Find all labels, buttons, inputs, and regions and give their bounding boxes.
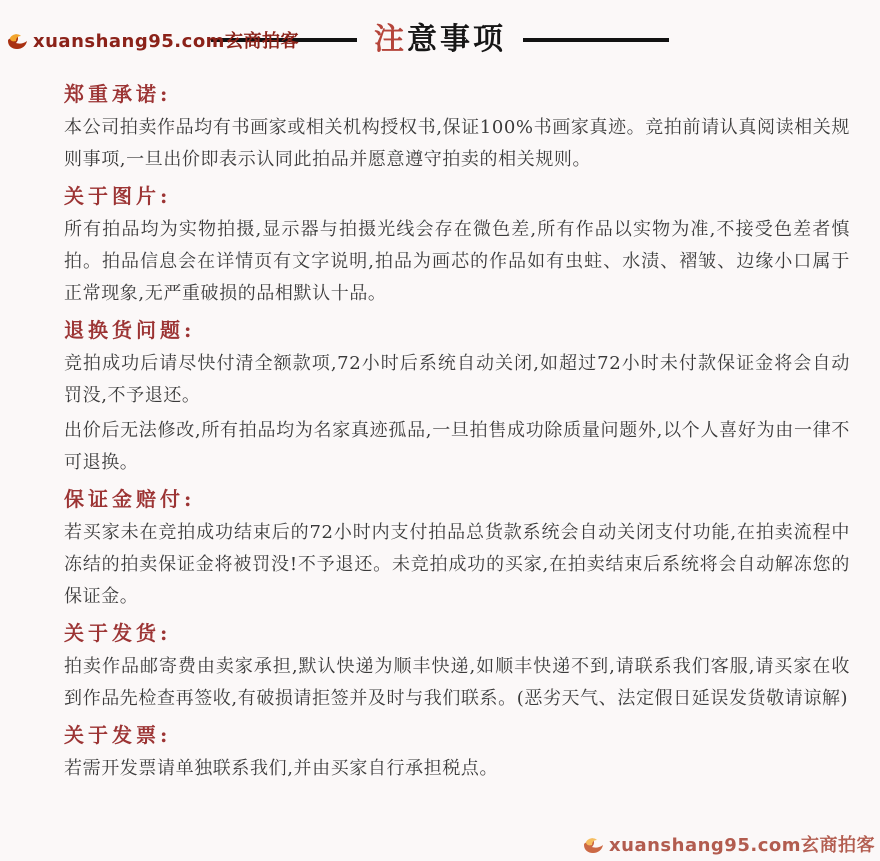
section-heading-promise: 郑重承诺: [64, 82, 172, 106]
section-paragraph: 若需开发票请单独联系我们,并由买家自行承担税点。 [64, 758, 499, 779]
swoosh-bird-icon [6, 30, 28, 50]
swoosh-bird-icon [582, 834, 604, 854]
watermark-text: xuanshang95.com玄商拍客 [33, 31, 299, 52]
section-paragraph: 本公司拍卖作品均有书画家或相关机构授权书,保证100%书画家真迹。竞拍前请认真阅读相关规则事项,一旦出价即表示认同此拍品并愿意遵守拍卖的相关规则。 [64, 117, 850, 170]
section-heading-deposit: 保证金赔付: [64, 487, 196, 511]
section-paragraph: 出价后无法修改,所有拍品均为名家真迹孤品,一旦拍售成功除质量问题外,以个人喜好为由一律不可退换。 [64, 420, 850, 473]
title-rest-chars: 意事项 [407, 22, 506, 57]
page-title [374, 22, 506, 58]
notice-content [0, 58, 880, 785]
title-rule-right [523, 38, 669, 42]
section-paragraph: 若买家未在竞拍成功结束后的72小时内支付拍品总货款系统会自动关闭支付功能,在拍卖流程中冻结的拍卖保证金将被罚没!不予退还。未竞拍成功的买家,在拍卖结束后系统将会自动解冻您的保证金。 [64, 522, 850, 607]
watermark-text: xuanshang95.com玄商拍客 [609, 835, 875, 856]
section-paragraph: 竞拍成功后请尽快付清全额款项,72小时后系统自动关闭,如超过72小时未付款保证金将会自动罚没,不予退还。 [64, 353, 850, 406]
section-heading-returns: 退换货问题: [64, 318, 196, 342]
site-watermark-bottom [582, 831, 875, 857]
section-paragraph: 拍卖作品邮寄费由卖家承担,默认快递为顺丰快递,如顺丰快递不到,请联系我们客服,请买家在收到作品先检查再签收,有破损请拒签并及时与我们联系。(恶劣天气、法定假日延误发货敬请谅解) [64, 656, 850, 709]
section-heading-shipping: 关于发货: [64, 621, 172, 645]
site-watermark-top [6, 27, 299, 53]
section-heading-invoice: 关于发票: [64, 723, 172, 747]
section-heading-pictures: 关于图片: [64, 184, 172, 208]
section-paragraph: 所有拍品均为实物拍摄,显示器与拍摄光线会存在微色差,所有作品以实物为准,不接受色差者慎拍。拍品信息会在详情页有文字说明,拍品为画芯的作品如有虫蛀、水渍、褶皱、边缘小口属于正常现象,无严重破损的品相默认十品。 [64, 219, 850, 304]
title-accent-char: 注 [374, 22, 407, 57]
